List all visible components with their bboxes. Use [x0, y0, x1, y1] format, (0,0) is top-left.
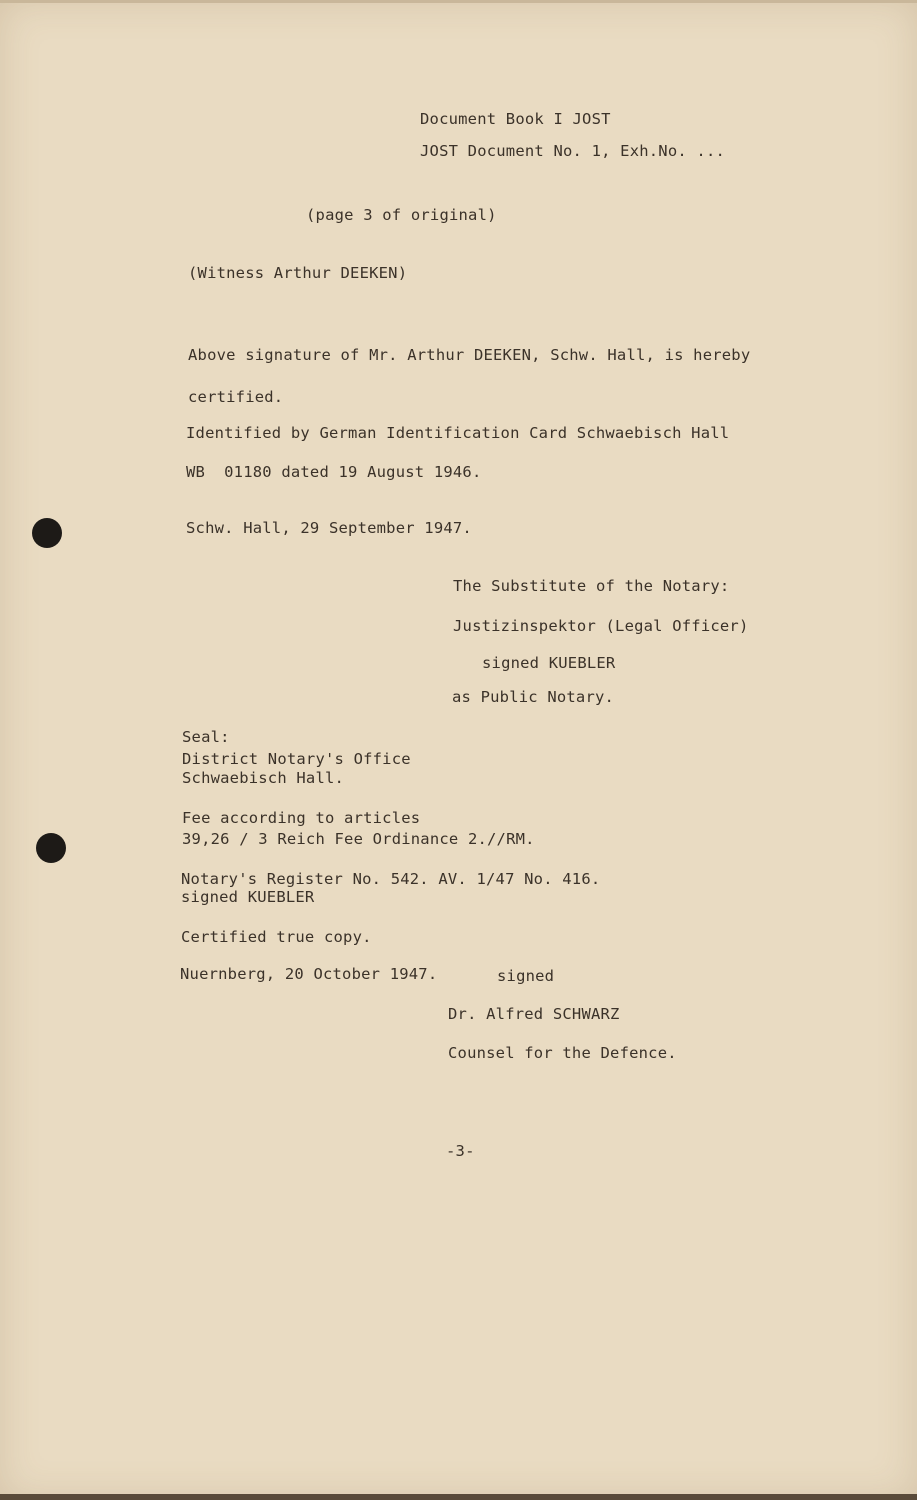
seal-label: Seal: [182, 728, 230, 746]
page-bottom-edge [0, 1494, 917, 1500]
notary-line-2: Justizinspektor (Legal Officer) [453, 617, 749, 635]
place-date: Schw. Hall, 29 September 1947. [186, 519, 472, 537]
closing-role: Counsel for the Defence. [448, 1044, 677, 1062]
notary-line-4: as Public Notary. [452, 688, 615, 706]
punch-hole-upper [32, 518, 62, 548]
certified-copy: Certified true copy. [181, 928, 372, 946]
punch-hole-lower [36, 833, 66, 863]
seal-office: District Notary's Office [182, 750, 411, 768]
header-document-book: Document Book I JOST [420, 110, 611, 128]
page-top-edge [0, 0, 917, 3]
closing-place-date: Nuernberg, 20 October 1947. [180, 965, 438, 983]
certification-line-1: Above signature of Mr. Arthur DEEKEN, Schw. Hall, is hereby [188, 346, 751, 364]
page-reference: (page 3 of original) [306, 206, 497, 224]
register-line-1: Notary's Register No. 542. AV. 1/47 No. 416. [181, 870, 601, 888]
closing-name: Dr. Alfred SCHWARZ [448, 1005, 620, 1023]
certification-line-2: certified. [188, 388, 284, 406]
closing-signed: signed [497, 967, 555, 985]
fee-line-1: Fee according to articles [182, 809, 421, 827]
witness-line: (Witness Arthur DEEKEN) [188, 264, 408, 282]
fee-line-2: 39,26 / 3 Reich Fee Ordinance 2.//RM. [182, 830, 535, 848]
seal-place: Schwaebisch Hall. [182, 769, 345, 787]
header-document-number: JOST Document No. 1, Exh.No. ... [420, 142, 726, 160]
certification-line-4: WB 01180 dated 19 August 1946. [186, 463, 482, 481]
notary-line-1: The Substitute of the Notary: [453, 577, 730, 595]
register-signature: signed KUEBLER [181, 888, 315, 906]
notary-signature: signed KUEBLER [482, 654, 616, 672]
certification-line-3: Identified by German Identification Card Schwaebisch Hall [186, 424, 730, 442]
page-number: -3- [446, 1142, 475, 1160]
